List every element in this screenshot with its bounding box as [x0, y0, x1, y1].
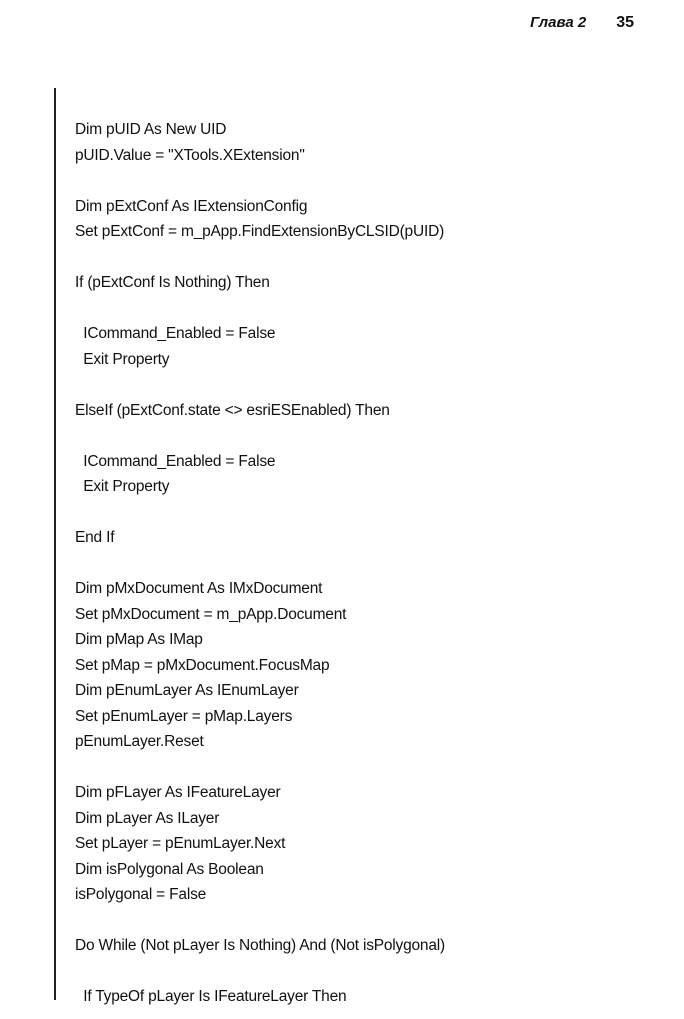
code-line: Set pMap = pMxDocument.FocusMap — [75, 656, 330, 674]
code-line: Exit Property — [75, 350, 170, 368]
code-line: End If — [75, 529, 115, 546]
chapter-title: Глава 2 — [530, 14, 587, 31]
code-line: Set pLayer = pEnumLayer.Next — [75, 835, 286, 852]
code-line: Set pEnumLayer = pMap.Layers — [75, 707, 293, 725]
margin-rule — [54, 88, 56, 1000]
code-line: Dim pUID As New UID — [75, 121, 227, 138]
code-line: Dim pExtConf As IExtensionConfig — [75, 197, 308, 215]
code-line — [75, 168, 655, 194]
code-line: isPolygonal = False — [75, 886, 207, 903]
code-line: Dim pFLayer As IFeatureLayer — [75, 784, 281, 801]
code-line: ICommand_Enabled = False — [75, 325, 276, 342]
code-line: Dim isPolygonal As Boolean — [75, 860, 264, 878]
code-line: Set pExtConf = m_pApp.FindExtensionByCLSID(pUID) — [75, 223, 445, 240]
code-line — [75, 245, 655, 271]
code-line: ElseIf (pExtConf.state <> esriESEnabled) Then — [75, 401, 390, 419]
code-line: Do While (Not pLayer Is Nothing) And (Not isPolygonal) — [75, 937, 445, 954]
code-line: Dim pMxDocument As IMxDocument — [75, 580, 323, 597]
code-line: Dim pMap As IMap — [75, 631, 203, 648]
code-line: Dim pLayer As ILayer — [75, 809, 220, 827]
code-line — [75, 423, 655, 449]
code-line: If TypeOf pLayer Is IFeatureLayer Then — [75, 988, 347, 1005]
code-block — [75, 117, 655, 1010]
code-line: Dim pEnumLayer As IEnumLayer — [75, 682, 299, 699]
code-line: pUID.Value = "XTools.XExtension" — [75, 146, 305, 164]
code-line: pEnumLayer.Reset — [75, 733, 204, 750]
code-line — [75, 500, 655, 526]
code-line — [75, 551, 655, 577]
code-line — [75, 296, 655, 322]
code-line — [75, 908, 655, 934]
running-head — [530, 14, 634, 32]
code-line — [75, 755, 655, 781]
code-line: ICommand_Enabled = False — [75, 452, 276, 470]
code-line: Set pMxDocument = m_pApp.Document — [75, 605, 347, 623]
code-line — [75, 372, 655, 398]
code-line: If (pExtConf Is Nothing) Then — [75, 274, 270, 291]
page-number: 35 — [616, 14, 634, 31]
code-line — [75, 959, 655, 985]
code-line: Exit Property — [75, 478, 170, 495]
